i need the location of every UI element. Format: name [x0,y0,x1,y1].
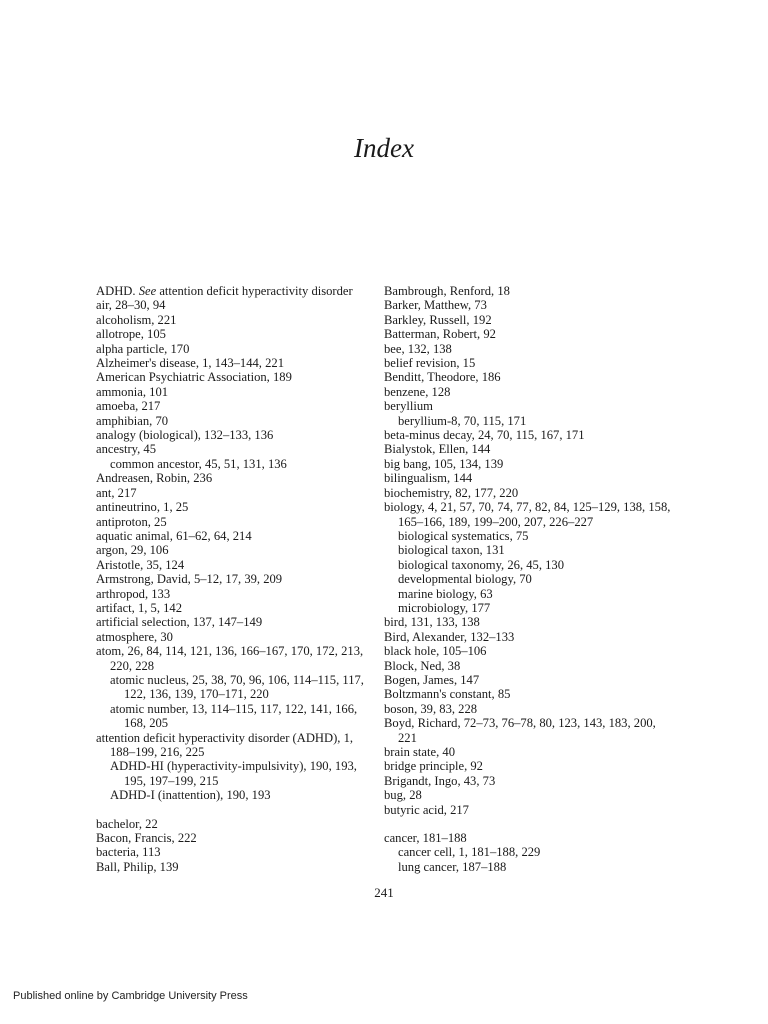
index-entry: bacteria, 113 [96,845,161,860]
index-entry: ancestry, 45 [96,442,157,457]
see-reference: See [138,284,157,298]
index-entry: attention deficit hyperactivity disorder (ADHD), 1, 188–199, 216, 225 [96,730,354,759]
index-entry: biology, 4, 21, 57, 70, 74, 77, 82, 84, 125–129, 138, 158, 165–166, 189, 199–200, 207, 226–227 [384,500,671,529]
index-entry: Bacon, Francis, 222 [96,831,197,846]
index-entry: argon, 29, 106 [96,543,169,558]
index-entry: Barkley, Russell, 192 [384,312,492,327]
index-subentry: cancer cell, 1, 181–188, 229 [398,845,541,860]
index-column-right [384,284,674,874]
index-entry: Alzheimer's disease, 1, 143–144, 221 [96,356,284,371]
index-entry: antineutrino, 1, 25 [96,500,189,515]
index-subentry: atomic number, 13, 114–115, 117, 122, 141, 166, 168, 205 [110,701,358,731]
index-entry: Batterman, Robert, 92 [384,327,496,342]
index-entry: amphibian, 70 [96,413,169,428]
index-entry: Aristotle, 35, 124 [96,557,185,572]
index-entry: Bialystok, Ellen, 144 [384,442,491,457]
index-entry: Block, Ned, 38 [384,658,461,673]
index-entry: amoeba, 217 [96,399,161,414]
index-entry: Barker, Matthew, 73 [384,298,487,313]
index-entry: Bogen, James, 147 [384,672,480,687]
index-entry: belief revision, 15 [384,356,476,371]
index-entry: cancer, 181–188 [384,831,467,846]
index-entry-term: ADHD. [96,284,139,298]
index-entry: allotrope, 105 [96,327,166,342]
index-entry: boson, 39, 83, 228 [384,701,478,716]
index-subentry: ADHD-HI (hyperactivity-impulsivity), 190, 193, 195, 197–199, 215 [110,759,357,788]
index-entry: aquatic animal, 61–62, 64, 214 [96,528,252,543]
index-entry: artifact, 1, 5, 142 [96,600,183,615]
index-column-left [96,284,376,874]
index-subentry: beryllium-8, 70, 115, 171 [398,413,527,428]
index-entry: Andreasen, Robin, 236 [96,471,213,486]
index-subentry: marine biology, 63 [398,586,493,601]
index-entry: bridge principle, 92 [384,759,483,774]
index-entry: artificial selection, 137, 147–149 [96,615,263,630]
index-entry: brain state, 40 [384,745,455,759]
index-entry: ammonia, 101 [96,384,169,399]
letter-group-gap [384,817,674,831]
index-entry: ant, 217 [96,485,137,500]
index-entry: alpha particle, 170 [96,341,190,356]
index-subentry: atomic nucleus, 25, 38, 70, 96, 106, 114–115, 117, 122, 136, 139, 170–171, 220 [110,672,364,702]
index-entry: alcoholism, 221 [96,312,177,327]
index-entry: atom, 26, 84, 114, 121, 136, 166–167, 170, 172, 213, 220, 228 [96,644,364,673]
index-subentry: biological taxonomy, 26, 45, 130 [398,557,565,572]
index-subentry: biological taxon, 131 [398,543,505,558]
index-entry: beta-minus decay, 24, 70, 115, 167, 171 [384,428,585,443]
page-number: 241 [374,885,394,900]
see-target: attention deficit hyperactivity disorder [156,284,353,298]
index-subentry: microbiology, 177 [398,600,491,615]
index-entry: bilingualism, 144 [384,471,473,486]
index-entry: benzene, 128 [384,384,451,399]
index-entry: Armstrong, David, 5–12, 17, 39, 209 [96,572,283,587]
index-entry: Brigandt, Ingo, 43, 73 [384,773,496,788]
page-title: Index [354,133,414,163]
index-entry: biochemistry, 82, 177, 220 [384,485,519,500]
index-entry: big bang, 105, 134, 139 [384,456,504,471]
index-entry: Bambrough, Renford, 18 [384,284,510,298]
index-entry: atmosphere, 30 [96,629,173,644]
index-subentry: ADHD-I (inattention), 190, 193 [110,788,271,803]
index-entry: beryllium [384,399,433,414]
index-entry: bug, 28 [384,788,422,803]
index-entry: Bird, Alexander, 132–133 [384,629,515,644]
index-subentry: biological systematics, 75 [398,528,529,543]
index-entry: Boltzmann's constant, 85 [384,687,511,702]
index-entry: antiproton, 25 [96,514,167,529]
publisher-footer: Published online by Cambridge University Press [13,990,248,1002]
index-entry: Boyd, Richard, 72–73, 76–78, 80, 123, 143, 183, 200, 221 [384,716,656,745]
index-entry: bird, 131, 133, 138 [384,615,480,630]
index-entry: Benditt, Theodore, 186 [384,370,501,385]
index-subentry: lung cancer, 187–188 [398,859,507,874]
index-subentry: developmental biology, 70 [398,572,532,587]
index-entry: bee, 132, 138 [384,341,452,356]
index-entry: black hole, 105–106 [384,644,487,659]
letter-group-gap [96,803,376,817]
index-entry: arthropod, 133 [96,586,171,601]
index-entry [96,284,376,298]
index-entry: American Psychiatric Association, 189 [96,370,292,385]
index-subentry: common ancestor, 45, 51, 131, 136 [110,456,287,471]
index-entry: air, 28–30, 94 [96,298,166,313]
index-entry: bachelor, 22 [96,816,158,831]
index-entry: butyric acid, 217 [384,802,469,817]
index-entry: Ball, Philip, 139 [96,859,179,874]
index-entry: analogy (biological), 132–133, 136 [96,428,274,443]
